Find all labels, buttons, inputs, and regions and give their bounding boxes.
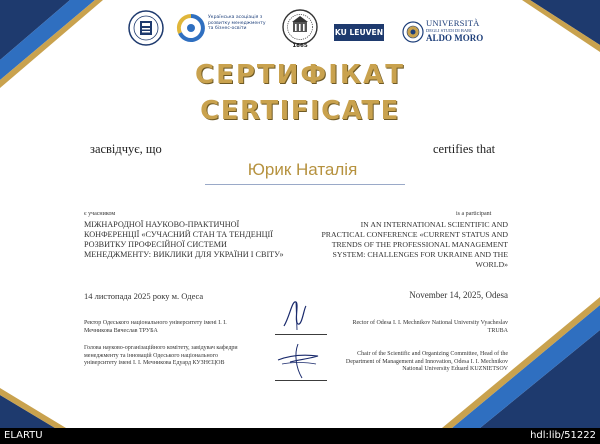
footer-left-label: ELARTU bbox=[4, 430, 43, 441]
rector-signature bbox=[276, 296, 326, 336]
association-logo bbox=[176, 13, 206, 43]
bari-line2: DEGLI STUDI DI BARI bbox=[426, 28, 472, 33]
ua-rector: Ректор Одеського національного університету імені І. І. Мечникова Вячеслав ТРУБА bbox=[84, 320, 227, 334]
bari-logo-text bbox=[426, 19, 496, 43]
footer-handle[interactable]: hdl:lib/51222 bbox=[530, 430, 596, 441]
bari-line3: ALDO MORO bbox=[426, 33, 484, 43]
certifies-english: certifies that bbox=[433, 142, 496, 156]
certifies-ukrainian: засвідчує, що bbox=[90, 142, 162, 156]
title-english: CERTIFICATE bbox=[200, 96, 400, 126]
ua-chair: Голова науково-організаційного комітету, завідувач кафедри менеджменту та інновацій Одеського національного університету імені І. І. Мечникова Едуард КУЗНЄЦОВ bbox=[84, 345, 238, 366]
en-conference: IN AN INTERNATIONAL SCIENTIFIC AND PRACTICAL CONFERENCE «CURRENT STATUS AND TRENDS OF THE PROFESSIONAL MANAGEMENT SYSTEM: CHALLENGES FOR UKRAINE AND THE WORLD» bbox=[321, 220, 508, 269]
association-logo-text: Українська асоціація з розвитку менеджменту та бізнес-освіти bbox=[208, 15, 266, 32]
recipient-name: Юрик Наталія bbox=[247, 160, 358, 179]
chair-signature-line bbox=[275, 380, 327, 381]
ua-conference: МІЖНАРОДНОЇ НАУКОВО-ПРАКТИЧНОЇ КОНФЕРЕНЦІЇ «СУЧАСНИЙ СТАН ТА ТЕНДЕНЦІЇ РОЗВИТКУ ПРОФЕСІЙНОЇ СИСТЕМИ МЕНЕДЖМЕНТУ: ВИКЛИКИ ДЛЯ УКРАЇНИ І СВІТУ» bbox=[84, 220, 284, 259]
en-date: November 14, 2025, Odesa bbox=[409, 290, 508, 300]
university-crest-logo bbox=[128, 10, 164, 46]
title-ukrainian: СЕРТИФІКАТ bbox=[195, 60, 405, 90]
en-rector: Rector of Odesa I. I. Mechnikov National University Vyacheslav TRUBA bbox=[352, 320, 508, 334]
rector-signature-line bbox=[275, 334, 327, 335]
ua-date: 14 листопада 2025 року м. Одеса bbox=[84, 291, 204, 301]
footer-bar bbox=[0, 428, 600, 444]
bari-line1: UNIVERSITÀ bbox=[426, 18, 480, 28]
university-seal-logo bbox=[280, 8, 320, 48]
bari-seal-logo bbox=[402, 21, 424, 43]
seal-year: 1865 bbox=[292, 43, 308, 49]
ua-participant: є учасником bbox=[84, 211, 116, 217]
chair-signature bbox=[272, 338, 328, 380]
recipient-underline bbox=[205, 184, 405, 185]
ku-leuven-logo: KU LEUVEN bbox=[334, 24, 384, 41]
en-participant: is a participant bbox=[456, 211, 492, 217]
en-chair: Chair of the Scientific and Organizing Committee, Head of the Department of Management and Innovation, Odesa I. I. Mechnikov National University Eduard KUZNIETSOV bbox=[345, 351, 508, 372]
